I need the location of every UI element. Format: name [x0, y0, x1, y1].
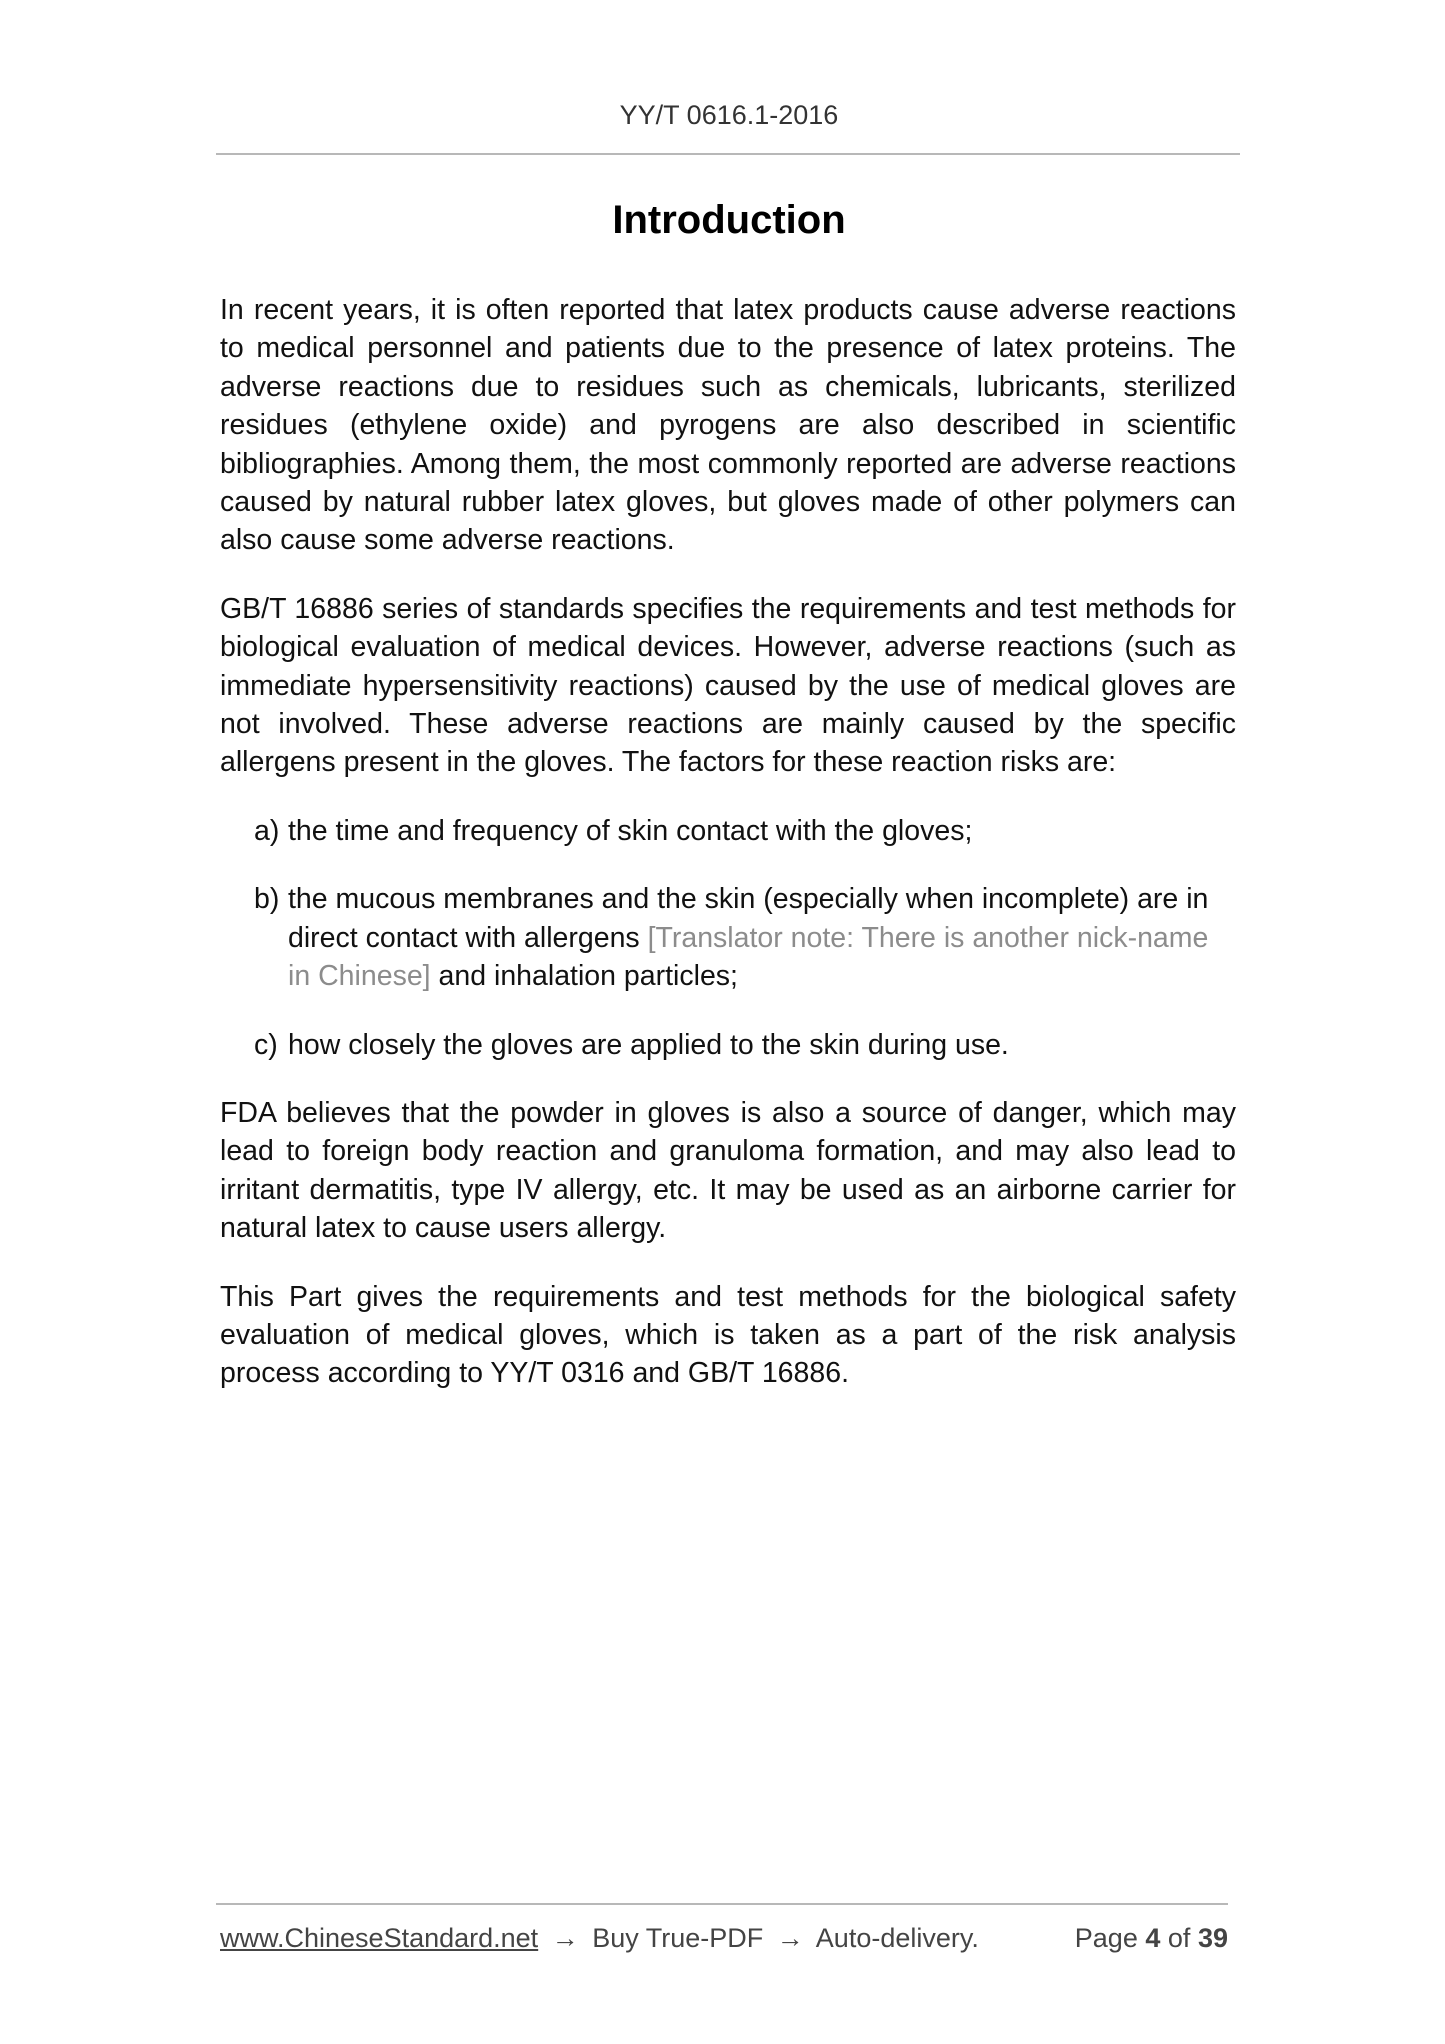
of-label: of — [1167, 1923, 1191, 1953]
paragraph-scope: This Part gives the requirements and test methods for the biological safety evaluation of medical gloves, which is taken as a part of the risk analysis process according to YY/T 0316 and GB/T 16886. — [220, 1280, 1236, 1390]
header-divider — [216, 153, 1240, 155]
list-marker-a: a) — [254, 814, 280, 847]
delivery-text: Auto-delivery. — [815, 1923, 979, 1953]
buy-text: Buy True-PDF — [592, 1923, 764, 1953]
page-footer — [220, 1923, 1228, 1954]
total-pages-number: 39 — [1197, 1923, 1228, 1953]
list-marker-b: b) — [254, 883, 280, 916]
list-item-b — [220, 880, 1236, 995]
document-body — [220, 291, 1236, 1423]
list-text-b-end: and inhalation particles; — [430, 960, 738, 993]
paragraph-fda: FDA believes that the powder in gloves is also a source of danger, which may lead to foreign body reaction and granuloma formation, and may also lead to irritant dermatitis, type IV allergy, etc. It may be used as an airborne carrier for natural latex to cause users allergy. — [220, 1096, 1236, 1245]
list-item-c — [220, 1026, 1236, 1064]
page-label: Page — [1074, 1923, 1138, 1953]
arrow-right-icon: → — [551, 1923, 579, 1953]
list-item-a — [220, 812, 1236, 850]
arrow-right-icon: → — [776, 1923, 804, 1953]
standard-code: YY/T 0616.1-2016 — [619, 100, 839, 130]
site-link[interactable]: www.ChineseStandard.net — [220, 1923, 539, 1953]
current-page-number: 4 — [1145, 1923, 1161, 1953]
list-text-b-start: the mucous membranes and the skin (especially when incomplete) are in direct contact with allergens — [288, 883, 1209, 954]
paragraph-intro: In recent years, it is often reported that latex products cause adverse reactions to medical personnel and patients due to the presence of latex proteins. The adverse reactions due to residues such as chemicals, lubricants, sterilized residues (ethylene oxide) and pyrogens are also described in scientific bibliographies. Among them, the most commonly reported are adverse reactions caused by natural rubber latex gloves, but gloves made of other polymers can also cause some adverse reactions. — [220, 294, 1236, 557]
list-text-c: how closely the gloves are applied to the skin during use. — [288, 1028, 1009, 1061]
footer-divider — [216, 1903, 1228, 1905]
translator-note: [Translator note: There is another nick-name in Chinese] — [288, 921, 1209, 993]
page-title: Introduction — [612, 198, 846, 242]
paragraph-gbt-16886: GB/T 16886 series of standards specifies the requirements and test methods for biological evaluation of medical devices. However, adverse reactions (such as immediate hypersensitivity reactions) caused by the use of medical gloves are not involved. These adverse reactions are mainly caused by the specific allergens present in the gloves. The factors for these reaction risks are: — [220, 592, 1236, 779]
list-marker-c: c) — [254, 1028, 278, 1061]
document-header — [218, 100, 1240, 131]
list-text-a: the time and frequency of skin contact with the gloves; — [288, 814, 973, 847]
page-indicator — [1075, 1923, 1228, 1954]
